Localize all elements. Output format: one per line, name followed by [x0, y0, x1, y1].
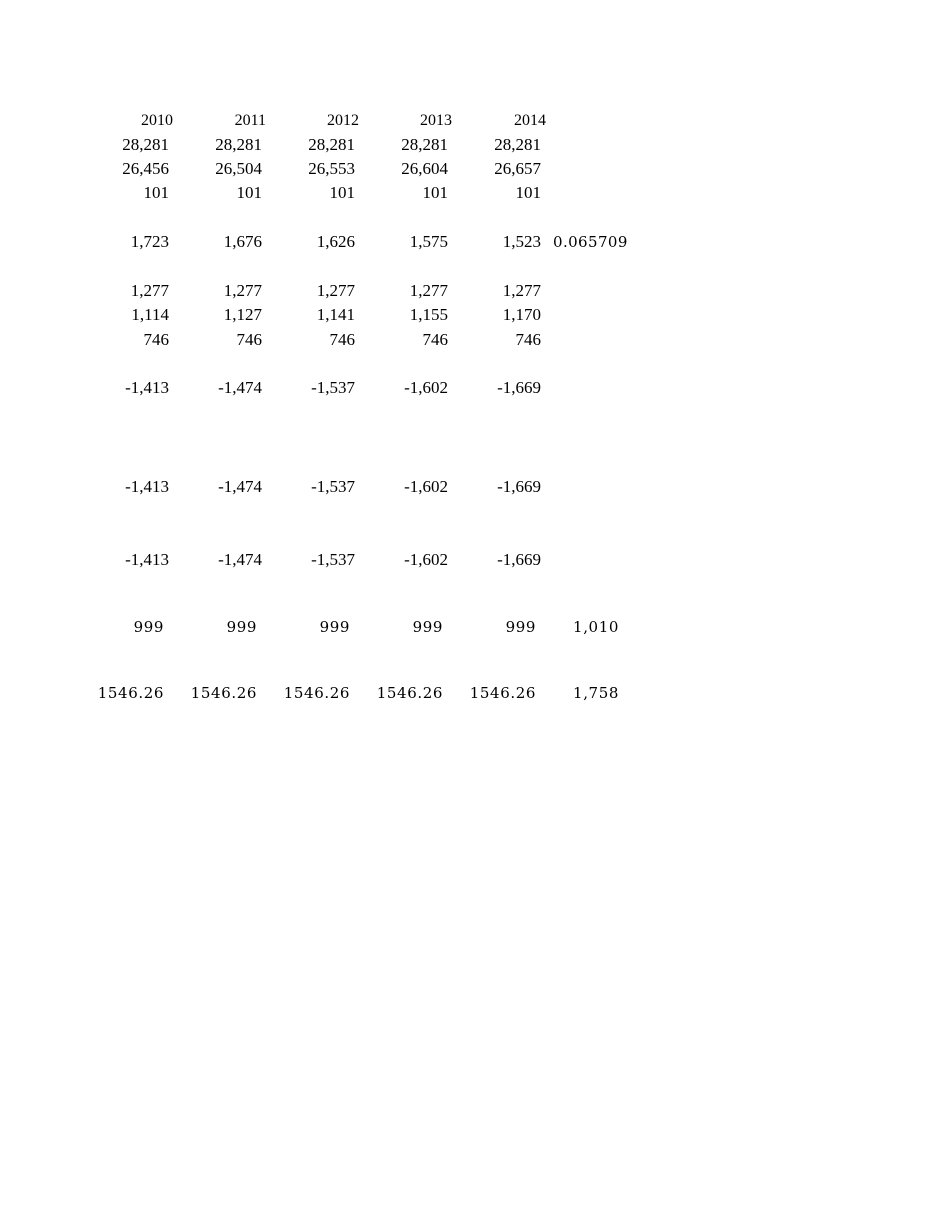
year-header-cell: 2012	[327, 112, 359, 129]
table-cell: 1,170	[502, 305, 541, 324]
table-row	[0, 548, 950, 572]
table-cell: 1,155	[409, 305, 448, 324]
table-cell: 746	[515, 330, 541, 349]
table-cell: 1,626	[316, 232, 355, 251]
table-cell: -1,669	[497, 477, 541, 496]
table-cell: -1,474	[218, 378, 262, 397]
table-cell: -1,537	[311, 477, 355, 496]
table-cell: -1,413	[125, 550, 169, 569]
table-cell: -1,602	[404, 378, 448, 397]
year-header-cell: 2014	[514, 112, 546, 129]
table-cell: -1,537	[311, 378, 355, 397]
table-cell: 26,504	[215, 159, 262, 178]
table-cell: -1,474	[218, 477, 262, 496]
table-cell: 101	[422, 183, 448, 202]
table-cell: 28,281	[122, 135, 169, 154]
table-cell: 101	[329, 183, 355, 202]
table-cell: 1,141	[316, 305, 355, 324]
table-row	[0, 181, 950, 205]
table-cell: -1,474	[218, 550, 262, 569]
table-cell: 1,277	[409, 281, 448, 300]
table-row	[0, 681, 950, 705]
table-cell: 28,281	[401, 135, 448, 154]
table-row	[0, 328, 950, 352]
extra-value-cell: 0.065709	[553, 233, 628, 251]
year-header-cell: 2013	[420, 112, 452, 129]
table-cell: -1,669	[497, 378, 541, 397]
extra-value-cell: 1,758	[573, 684, 619, 702]
table-cell: 999	[226, 618, 257, 636]
table-cell: 1546.26	[376, 684, 443, 702]
table-cell: 1,523	[502, 232, 541, 251]
table-cell: 1,723	[130, 232, 169, 251]
table-cell: 999	[505, 618, 536, 636]
table-cell: -1,413	[125, 378, 169, 397]
table-cell: 101	[236, 183, 262, 202]
year-header-row	[0, 109, 950, 133]
table-cell: -1,537	[311, 550, 355, 569]
table-cell: 1,277	[316, 281, 355, 300]
table-cell: -1,602	[404, 550, 448, 569]
table-cell: 1,277	[502, 281, 541, 300]
table-cell: 26,456	[122, 159, 169, 178]
year-header-cell: 2011	[234, 112, 266, 129]
table-cell: 746	[422, 330, 448, 349]
table-cell: 26,553	[308, 159, 355, 178]
table-cell: -1,669	[497, 550, 541, 569]
table-cell: 1,127	[223, 305, 262, 324]
table-row	[0, 279, 950, 303]
table-cell: 746	[329, 330, 355, 349]
table-cell: 1,277	[130, 281, 169, 300]
table-row	[0, 615, 950, 639]
table-row	[0, 303, 950, 327]
table-row	[0, 376, 950, 400]
table-row	[0, 157, 950, 181]
table-cell: 1546.26	[283, 684, 350, 702]
table-cell: 1546.26	[97, 684, 164, 702]
table-cell: 1,676	[223, 232, 262, 251]
table-cell: 101	[515, 183, 541, 202]
table-row	[0, 475, 950, 499]
table-cell: 26,657	[494, 159, 541, 178]
extra-value-cell: 1,010	[573, 618, 619, 636]
table-cell: 746	[236, 330, 262, 349]
table-cell: 1546.26	[190, 684, 257, 702]
table-cell: 28,281	[308, 135, 355, 154]
table-cell: 1,114	[131, 305, 169, 324]
table-cell: 1,575	[409, 232, 448, 251]
table-cell: 1,277	[223, 281, 262, 300]
table-cell: 101	[143, 183, 169, 202]
table-row	[0, 230, 950, 254]
table-cell: 28,281	[494, 135, 541, 154]
table-cell: 28,281	[215, 135, 262, 154]
table-row	[0, 133, 950, 157]
table-cell: 1546.26	[469, 684, 536, 702]
year-header-cell: 2010	[141, 112, 173, 129]
table-cell: 999	[412, 618, 443, 636]
table-cell: -1,602	[404, 477, 448, 496]
table-cell: 746	[143, 330, 169, 349]
table-cell: 26,604	[401, 159, 448, 178]
table-cell: 999	[133, 618, 164, 636]
table-cell: 999	[319, 618, 350, 636]
table-cell: -1,413	[125, 477, 169, 496]
